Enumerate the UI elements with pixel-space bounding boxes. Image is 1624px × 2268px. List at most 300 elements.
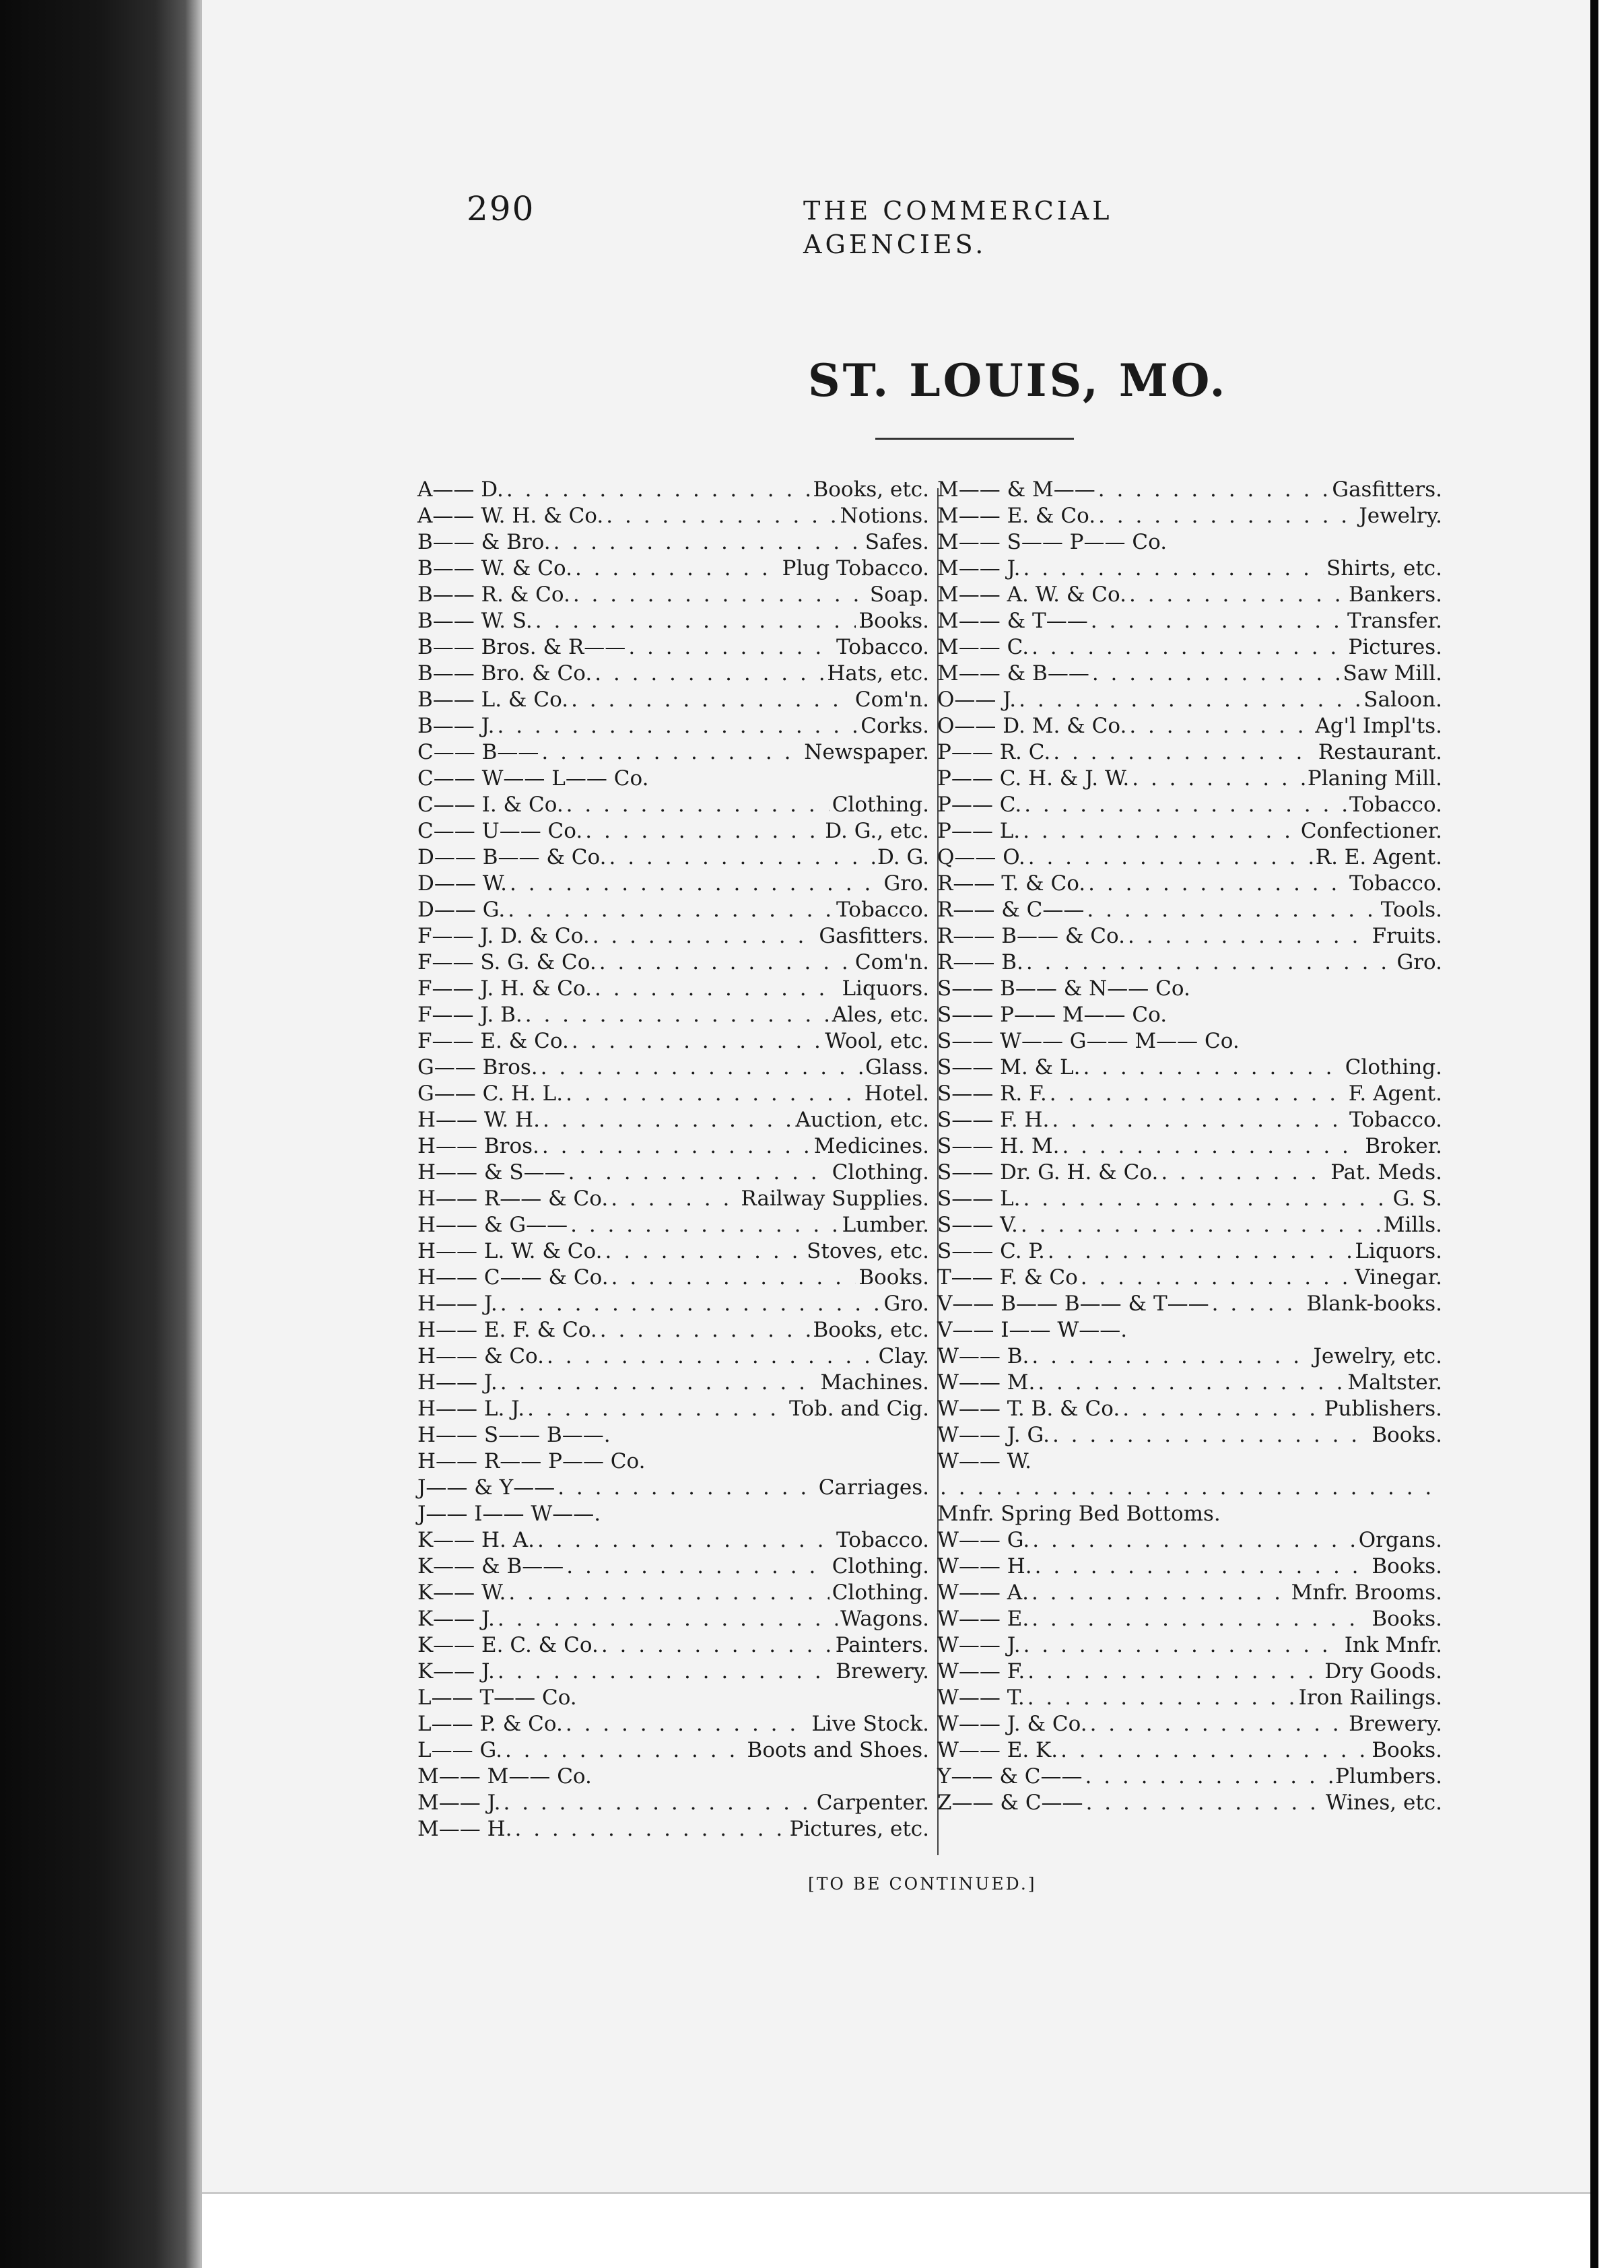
directory-entry [417, 1317, 929, 1343]
entry-name: K—— W. [417, 1580, 506, 1605]
entry-name: B—— L. & Co. [417, 688, 569, 712]
entry-business: Clothing. [832, 1160, 929, 1185]
directory-entry [417, 1475, 929, 1501]
directory-entry [417, 556, 929, 582]
entry-name: S—— W—— G—— M—— Co. [937, 1029, 1240, 1053]
directory-entry [937, 608, 1442, 634]
entry-name: W—— J. [937, 1633, 1021, 1657]
entry-name: B—— R. & Co. [417, 582, 570, 607]
entry-business: Plug Tobacco. [782, 556, 929, 580]
directory-entry [417, 1212, 929, 1238]
dot-leader [1024, 792, 1347, 818]
entry-name: F—— E. & Co. [417, 1029, 569, 1053]
dot-leader [557, 1475, 816, 1501]
entry-name: C—— W—— L—— Co. [417, 766, 649, 791]
entry-name: B—— & Bro. [417, 530, 551, 554]
entry-name: H—— S—— B——. [417, 1423, 611, 1447]
directory-entry [417, 1764, 929, 1790]
entry-business: Restaurant. [1318, 740, 1442, 764]
entry-name: G—— C. H. L. [417, 1081, 564, 1106]
dot-leader [506, 477, 811, 503]
directory-entry [417, 713, 929, 739]
directory-entry [417, 529, 929, 556]
entry-business: Carpenter. [816, 1791, 929, 1815]
entry-name: H—— & Co. [417, 1344, 545, 1368]
directory-entry [937, 844, 1442, 871]
entry-business: Vinegar. [1355, 1265, 1442, 1290]
entry-business: Mnfr. Brooms. [1291, 1580, 1442, 1605]
dot-leader [1122, 1396, 1322, 1422]
entry-business: Pat. Meds. [1330, 1160, 1442, 1185]
page-title: ST. LOUIS, MO. [808, 354, 1228, 407]
entry-business: Clay. [878, 1344, 929, 1368]
entry-business: D. G. [877, 845, 929, 869]
entry-business: Safes. [865, 530, 929, 554]
directory-entry [417, 1448, 929, 1475]
dot-leader [543, 1107, 793, 1133]
entry-name: D—— B—— & Co. [417, 845, 607, 869]
entry-business: Broker. [1365, 1134, 1442, 1158]
dot-leader [1132, 766, 1305, 792]
dot-leader [1085, 1764, 1333, 1790]
entry-name: B—— W. S. [417, 609, 533, 633]
entry-name: K—— H. A. [417, 1528, 535, 1552]
entry-business: Tobacco. [836, 898, 929, 922]
entry-name: B—— J. [417, 714, 495, 738]
dot-leader [1091, 608, 1345, 634]
entry-business: Pictures. [1348, 635, 1442, 659]
entry-name: F—— J. H. & Co. [417, 976, 592, 1001]
dot-leader [571, 687, 852, 713]
dot-leader [537, 1527, 834, 1554]
entry-business: Hats, etc. [827, 661, 929, 686]
dot-leader [498, 713, 858, 739]
entry-business: Hotel. [864, 1081, 929, 1106]
entry-business: Railway Supplies. [741, 1187, 929, 1211]
entry-business: Ink Mnfr. [1344, 1633, 1442, 1657]
entry-name: A—— W. H. & Co. [417, 504, 604, 528]
directory-entry [937, 1711, 1442, 1737]
dot-leader [1129, 582, 1346, 608]
directory-entry [937, 1632, 1442, 1659]
dot-leader [541, 1055, 863, 1081]
directory-entry [937, 818, 1442, 844]
directory-entry [937, 1659, 1442, 1685]
entry-business: Medicines. [813, 1134, 929, 1158]
dot-leader [1035, 1554, 1369, 1580]
directory-entry [417, 1711, 929, 1737]
entry-name: M—— M—— Co. [417, 1764, 592, 1789]
dot-leader [498, 1606, 838, 1632]
directory-entry [417, 766, 929, 792]
directory-entry [937, 503, 1442, 529]
dot-leader [505, 1737, 745, 1764]
directory-entry [417, 1343, 929, 1370]
entry-business: Books. [1372, 1554, 1442, 1578]
entry-name: W—— T. B. & Co. [937, 1397, 1120, 1421]
entry-name: S—— M. & L. [937, 1055, 1081, 1079]
directory-entry [937, 1081, 1442, 1107]
directory-entry [937, 1343, 1442, 1370]
directory-entry [417, 1606, 929, 1632]
dot-leader [1128, 923, 1369, 949]
dot-leader [1060, 1737, 1369, 1764]
dot-leader [1098, 503, 1356, 529]
dot-leader [500, 1370, 818, 1396]
entry-name: F—— J. D. & Co. [417, 924, 590, 948]
dot-leader [609, 844, 875, 871]
directory-entry [417, 1238, 929, 1265]
entry-business: Liquors. [842, 976, 929, 1001]
entry-name: W—— T. [937, 1686, 1025, 1710]
entry-business: Books. [1372, 1738, 1442, 1762]
entry-business: Notions. [840, 504, 929, 528]
entry-business: Books. [858, 609, 929, 633]
entry-name: M—— H. [417, 1817, 512, 1841]
entry-name: W—— B. [937, 1344, 1029, 1368]
entry-business: Clothing. [832, 793, 929, 817]
entry-business: Com'n. [854, 950, 929, 974]
entry-name: B—— Bro. & Co. [417, 661, 593, 686]
entry-name: P—— L. [937, 819, 1021, 843]
dot-leader [1083, 1055, 1342, 1081]
directory-entry [937, 1291, 1442, 1317]
entry-business: Iron Railings. [1298, 1686, 1442, 1710]
entry-business: Clothing. [832, 1554, 929, 1578]
directory-entry [937, 1265, 1442, 1291]
entry-business: Tools. [1380, 898, 1442, 922]
dot-leader [601, 1632, 833, 1659]
dot-leader [1052, 1107, 1347, 1133]
entry-name: R—— T. & Co. [937, 871, 1086, 896]
directory-entry [937, 766, 1442, 792]
entry-business: Maltster. [1347, 1370, 1442, 1395]
directory-entry [937, 792, 1442, 818]
entry-business: G. S. [1392, 1187, 1442, 1211]
directory-entry [417, 582, 929, 608]
entry-name: K—— J. [417, 1607, 495, 1631]
directory-entry [417, 1370, 929, 1396]
directory-entry [417, 1160, 929, 1186]
entry-name: L—— P. & Co. [417, 1712, 563, 1736]
entry-name: H—— L. W. & Co. [417, 1239, 603, 1263]
entry-business: Books, etc. [813, 477, 929, 502]
entry-business: Organs. [1358, 1528, 1442, 1552]
dot-leader [503, 1790, 813, 1816]
directory-entry [417, 1186, 929, 1212]
entry-business: Planing Mill. [1307, 766, 1442, 791]
entry-business: Brewery. [836, 1659, 929, 1683]
entry-business: Auction, etc. [795, 1108, 929, 1132]
directory-entry [937, 556, 1442, 582]
dot-leader [566, 1711, 809, 1737]
directory-entry [417, 1790, 929, 1816]
dot-leader [510, 871, 881, 897]
directory-entry [417, 1501, 929, 1527]
entry-name: W—— M. [937, 1370, 1036, 1395]
entry-name: W—— J. & Co. [937, 1712, 1087, 1736]
entry-name: H—— E. F. & Co. [417, 1318, 597, 1342]
entry-name: S—— F. H. [937, 1108, 1050, 1132]
directory-entry [417, 1527, 929, 1554]
dot-leader [599, 949, 852, 976]
directory-entry [937, 1002, 1442, 1028]
directory-entry [937, 1238, 1442, 1265]
dot-leader [585, 818, 822, 844]
dot-leader [1098, 477, 1330, 503]
entry-business: F. Agent. [1348, 1081, 1442, 1106]
entry-name: M—— & T—— [937, 609, 1088, 633]
entry-business: R. E. Agent. [1315, 845, 1442, 869]
directory-entry [417, 1081, 929, 1107]
directory-entry [417, 818, 929, 844]
directory-entry [417, 976, 929, 1002]
directory-entry [417, 792, 929, 818]
entry-business: Brewery. [1349, 1712, 1442, 1736]
entry-business: Ales, etc. [832, 1003, 929, 1027]
directory-entry [417, 871, 929, 897]
entry-name: B—— Bros. & R—— [417, 635, 626, 659]
dot-leader [605, 1238, 804, 1265]
entry-name: S—— V. [937, 1213, 1018, 1237]
directory-entry [417, 897, 929, 923]
page-number: 290 [467, 189, 535, 228]
entry-name: S—— R. F. [937, 1081, 1047, 1106]
entry-business: Carriages. [818, 1475, 929, 1500]
dot-leader [570, 1212, 839, 1238]
entry-business: Wines, etc. [1325, 1791, 1442, 1815]
dot-leader [1031, 1606, 1369, 1632]
entry-name: S—— H. M. [937, 1134, 1060, 1158]
directory-entry [937, 871, 1442, 897]
entry-business: Newspaper. [804, 740, 929, 764]
entry-business: Tobacco. [1349, 1108, 1442, 1132]
dot-leader [514, 1816, 786, 1842]
entry-business: Plumbers. [1335, 1764, 1442, 1789]
entry-business: Mills. [1383, 1213, 1442, 1237]
dot-leader [1161, 1160, 1328, 1186]
entry-business: Fruits. [1372, 924, 1442, 948]
dot-leader [542, 1133, 811, 1160]
dot-leader [566, 792, 830, 818]
entry-business: Shirts, etc. [1326, 556, 1442, 580]
directory-entry [937, 713, 1442, 739]
entry-business: Clothing. [832, 1580, 929, 1605]
directory-entry [417, 1028, 929, 1055]
dot-leader [600, 1317, 811, 1343]
directory-entry [937, 1580, 1442, 1606]
directory-entry [937, 1764, 1442, 1790]
entry-business: Corks. [860, 714, 929, 738]
dot-leader [566, 1081, 862, 1107]
entry-business: Saw Mill. [1343, 661, 1442, 686]
dot-leader [1090, 1711, 1347, 1737]
entry-business: Tobacco. [836, 1528, 929, 1552]
entry-business: Tob. and Cig. [789, 1397, 929, 1421]
directory-entry [937, 923, 1442, 949]
entry-name: M—— A. W. & Co. [937, 582, 1126, 607]
dot-leader [1023, 556, 1323, 582]
dot-leader [1048, 1238, 1353, 1265]
entry-business: Jewelry. [1359, 504, 1442, 528]
dot-leader [1026, 949, 1394, 976]
book-spine-edge [0, 0, 202, 2268]
entry-business: Ag'l Impl'ts. [1315, 714, 1442, 738]
entry-business: Com'n. [854, 688, 929, 712]
entry-name: H—— Bros. [417, 1134, 539, 1158]
entry-business: Boots and Shoes. [747, 1738, 929, 1762]
dot-leader [1088, 871, 1347, 897]
entry-name: W—— W. [937, 1449, 1032, 1473]
entry-name: G—— Bros. [417, 1055, 538, 1079]
dot-leader [547, 1343, 876, 1370]
directory-entry [417, 1396, 929, 1422]
dot-leader [1021, 1212, 1381, 1238]
entry-business: Wagons. [840, 1607, 929, 1631]
dot-leader [573, 582, 867, 608]
entry-business: Tobacco. [1349, 793, 1442, 817]
entry-name: H—— R—— P—— Co. [417, 1449, 646, 1473]
directory-entry [417, 687, 929, 713]
dot-leader [568, 1160, 830, 1186]
listing-column-right [937, 477, 1442, 1816]
continued-notice: [TO BE CONTINUED.] [808, 1874, 1037, 1894]
entry-name: Z—— & C—— [937, 1791, 1083, 1815]
entry-name: S—— L. [937, 1187, 1021, 1211]
dot-leader [541, 739, 801, 766]
entry-name: D—— G. [417, 898, 506, 922]
dot-leader [1086, 1790, 1323, 1816]
directory-entry [937, 1133, 1442, 1160]
dot-leader [606, 503, 837, 529]
entry-name: K—— & B—— [417, 1554, 564, 1578]
entry-business: Wool, etc. [825, 1029, 929, 1053]
entry-business: Painters. [835, 1633, 929, 1657]
directory-entry [937, 1606, 1442, 1632]
entry-name: F—— J. B. [417, 1003, 522, 1027]
entry-name: M—— & B—— [937, 661, 1089, 686]
entry-name: Y—— & C—— [937, 1764, 1083, 1789]
entry-name: R—— B. [937, 950, 1023, 974]
dot-leader [500, 1291, 881, 1317]
entry-name: C—— I. & Co. [417, 793, 564, 817]
directory-entry [937, 1212, 1442, 1238]
directory-entry [417, 1422, 929, 1448]
directory-entry [937, 897, 1442, 923]
directory-entry [937, 1448, 1442, 1527]
directory-entry [417, 1554, 929, 1580]
dot-leader [1129, 713, 1312, 739]
dot-leader [1027, 1659, 1322, 1685]
listing-column-left [417, 477, 929, 1842]
dot-leader [1028, 844, 1313, 871]
directory-entry [937, 1055, 1442, 1081]
entry-business: Gasfitters. [819, 924, 929, 948]
entry-business: Publishers. [1324, 1397, 1442, 1421]
directory-entry [937, 1370, 1442, 1396]
entry-business: Tobacco. [1349, 871, 1442, 896]
entry-name: H—— C—— & Co. [417, 1265, 609, 1290]
dot-leader [1031, 634, 1345, 661]
entry-name: M—— J. [937, 556, 1021, 580]
entry-name: K—— J. [417, 1659, 495, 1683]
entry-business: Clothing. [1345, 1055, 1442, 1079]
right-page-edge [1590, 0, 1598, 2268]
entry-business: Live Stock. [811, 1712, 929, 1736]
directory-entry [937, 1028, 1442, 1055]
entry-business: Gro. [1396, 950, 1442, 974]
entry-business: Books. [858, 1265, 929, 1290]
entry-business: Confectioner. [1300, 819, 1442, 843]
entry-business: Mnfr. Spring Bed Bottoms. [937, 1502, 1221, 1526]
entry-name: K—— E. C. & Co. [417, 1633, 599, 1657]
entry-name: V—— B—— B—— & T—— [937, 1292, 1209, 1316]
entry-business: Soap. [869, 582, 929, 607]
entry-name: R—— & C—— [937, 898, 1085, 922]
dot-leader [611, 1265, 856, 1291]
dot-leader [1212, 1291, 1304, 1317]
entry-name: W—— E. [937, 1607, 1029, 1631]
entry-name: H—— & S—— [417, 1160, 566, 1185]
dot-leader [508, 1580, 829, 1606]
dot-leader [1032, 1527, 1355, 1554]
entry-name: C—— B—— [417, 740, 539, 764]
directory-entry [417, 1632, 929, 1659]
entry-name: M—— J. [417, 1791, 501, 1815]
entry-business: Gasfitters. [1332, 477, 1442, 502]
entry-business: Lumber. [842, 1213, 929, 1237]
directory-entry [417, 739, 929, 766]
entry-name: F—— S. G. & Co. [417, 950, 597, 974]
directory-entry [417, 1685, 929, 1711]
directory-entry [937, 1317, 1442, 1343]
entry-business: Gro. [883, 1292, 929, 1316]
entry-name: Q—— O. [937, 845, 1025, 869]
directory-entry [937, 687, 1442, 713]
dot-leader [1023, 818, 1298, 844]
dot-leader [572, 1028, 822, 1055]
dot-leader [611, 1186, 738, 1212]
directory-entry [937, 1396, 1442, 1422]
directory-entry [417, 503, 929, 529]
directory-entry [937, 661, 1442, 687]
directory-entry [937, 1685, 1442, 1711]
directory-entry [937, 1422, 1442, 1448]
directory-entry [417, 923, 929, 949]
dot-leader [1019, 687, 1361, 713]
dot-leader [1038, 1370, 1345, 1396]
directory-entry [417, 1133, 929, 1160]
directory-entry [417, 1055, 929, 1081]
directory-entry [937, 1527, 1442, 1554]
entry-business: Transfer. [1347, 609, 1442, 633]
directory-entry [417, 1737, 929, 1764]
directory-entry [417, 477, 929, 503]
entry-name: O—— D. M. & Co. [937, 714, 1127, 738]
directory-entry [937, 477, 1442, 503]
entry-name: M—— C. [937, 635, 1029, 659]
entry-business: Stoves, etc. [807, 1239, 929, 1263]
dot-leader [527, 1396, 786, 1422]
entry-name: D—— W. [417, 871, 508, 896]
entry-name: S—— B—— & N—— Co. [937, 976, 1190, 1001]
entry-name: R—— B—— & Co. [937, 924, 1125, 948]
dot-leader [1031, 1343, 1310, 1370]
dot-leader [1023, 1632, 1342, 1659]
dot-leader [1052, 1422, 1369, 1448]
entry-name: M—— & M—— [937, 477, 1095, 502]
entry-name: W—— F. [937, 1659, 1025, 1683]
